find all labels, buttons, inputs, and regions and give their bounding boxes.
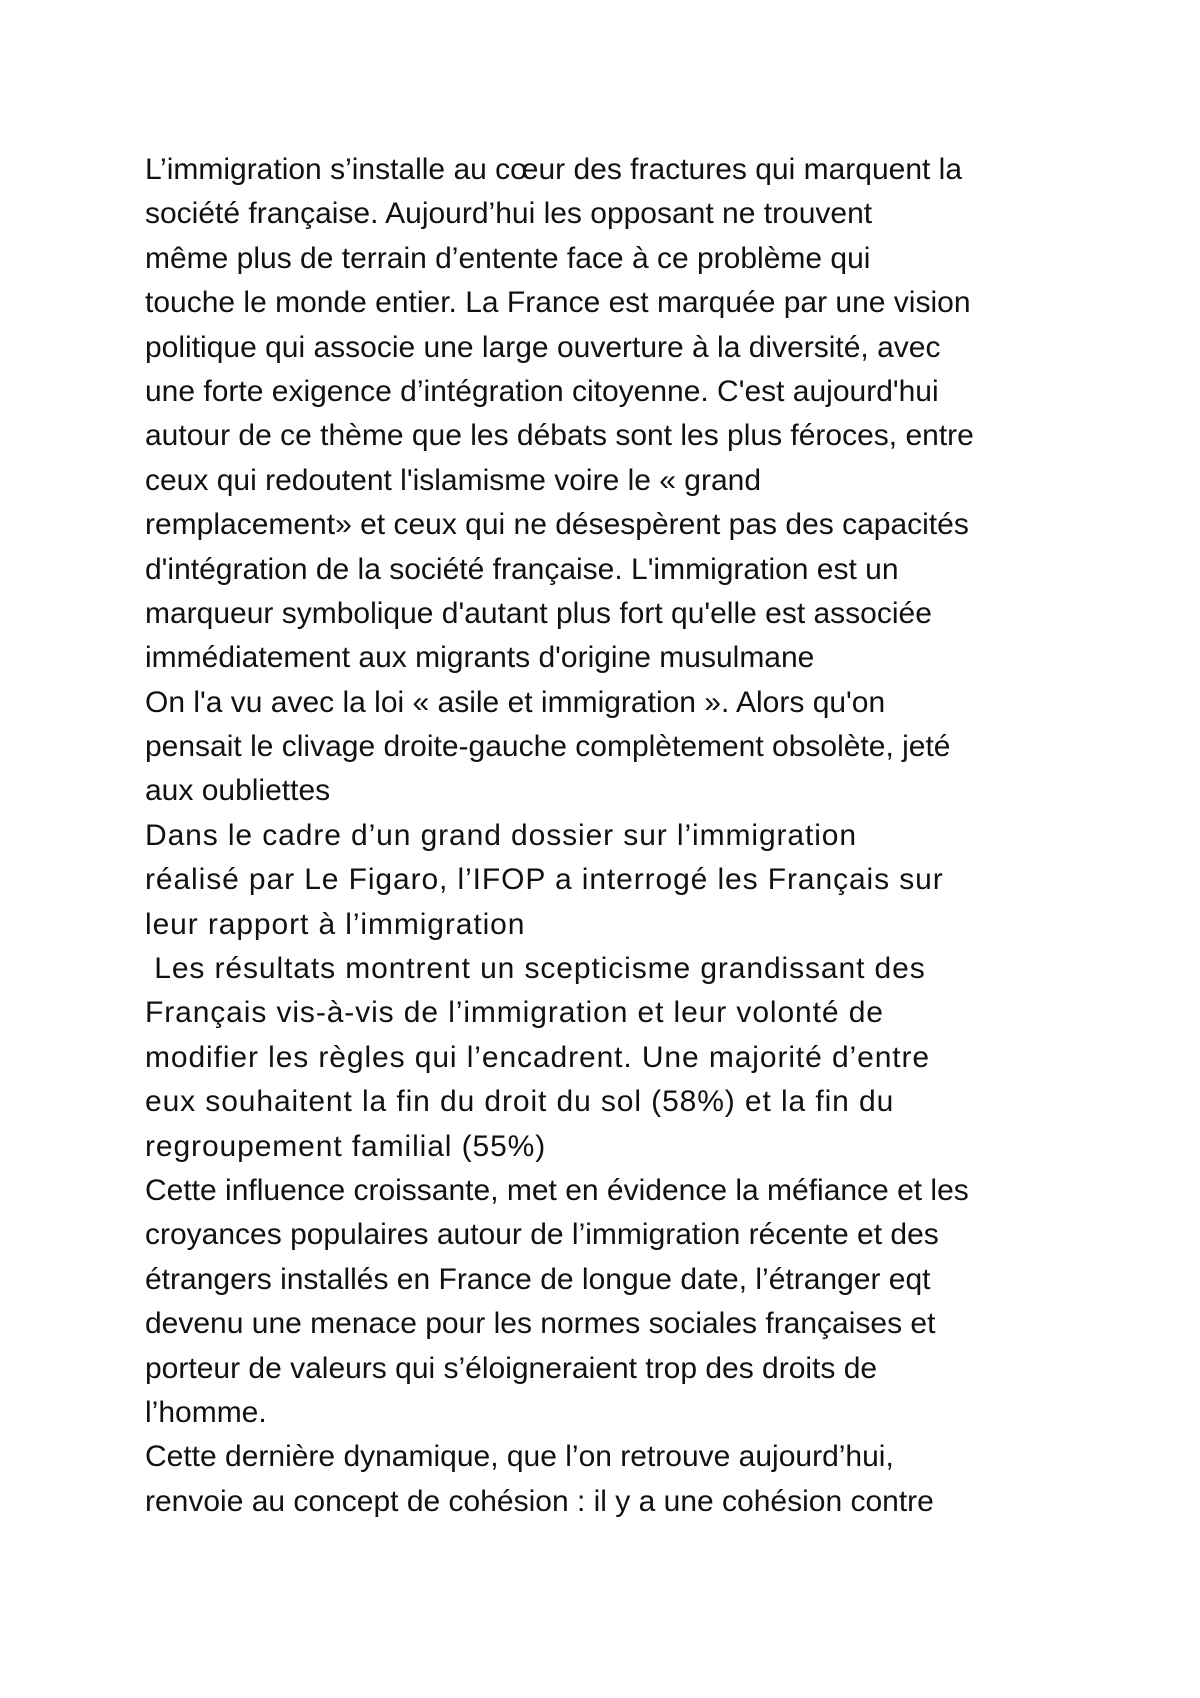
text-line-24: Cette influence croissante, met en évidence la méfiance et les [145, 1173, 969, 1207]
text-line-22: eux souhaitent la fin du droit du sol (58%) et la fin du [145, 1085, 895, 1119]
text-line-30: Cette dernière dynamique, que l’on retrouve aujourd’hui, [145, 1440, 894, 1474]
text-line-21: modifier les règles qui l’encadrent. Une majorité d’entre [145, 1040, 930, 1074]
text-line-9: remplacement» et ceux qui ne désespèrent pas des capacités [145, 508, 969, 542]
text-line-5: politique qui associe une large ouverture à la diversité, avec [145, 330, 941, 364]
text-line-3: même plus de terrain d’entente face à ce problème qui [145, 241, 871, 275]
text-line-14: pensait le clivage droite-gauche complètement obsolète, jeté [145, 730, 951, 764]
text-line-1: L’immigration s’installe au cœur des fractures qui marquent la [145, 153, 963, 186]
text-line-27: devenu une menace pour les normes sociales françaises et [145, 1307, 936, 1341]
text-line-23: regroupement familial (55%) [145, 1129, 547, 1163]
document-body-text [145, 148, 1145, 1524]
text-line-17: réalisé par Le Figaro, l’IFOP a interrogé les Français sur [145, 863, 944, 897]
text-line-7: autour de ce thème que les débats sont les plus féroces, entre [145, 419, 974, 453]
text-line-25: croyances populaires autour de l’immigration récente et des [145, 1218, 939, 1252]
text-line-4: touche le monde entier. La France est marquée par une vision [145, 286, 971, 320]
text-line-16: Dans le cadre d’un grand dossier sur l’immigration [145, 818, 857, 852]
text-line-19: Les résultats montrent un scepticisme grandissant des [145, 952, 926, 986]
text-line-29: l’homme. [145, 1395, 267, 1429]
text-line-10: d'intégration de la société française. L'immigration est un [145, 552, 899, 586]
text-line-28: porteur de valeurs qui s’éloigneraient trop des droits de [145, 1351, 878, 1385]
text-line-2: société française. Aujourd’hui les opposant ne trouvent [145, 197, 873, 231]
text-line-18: leur rapport à l’immigration [145, 907, 526, 941]
text-line-13: On l'a vu avec la loi « asile et immigration ». Alors qu'on [145, 685, 886, 719]
text-line-11: marqueur symbolique d'autant plus fort qu'elle est associée [145, 596, 932, 630]
text-line-6: une forte exigence d’intégration citoyenne. C'est aujourd'hui [145, 374, 939, 408]
text-line-15: aux oubliettes [145, 774, 331, 808]
text-line-12: immédiatement aux migrants d'origine musulmane [145, 641, 815, 675]
text-line-31: renvoie au concept de cohésion : il y a une cohésion contre [145, 1484, 934, 1518]
text-line-20: Français vis-à-vis de l’immigration et leur volonté de [145, 996, 884, 1030]
text-line-8: ceux qui redoutent l'islamisme voire le « grand [145, 463, 762, 497]
text-line-26: étrangers installés en France de longue date, l’étranger eqt [145, 1262, 931, 1296]
